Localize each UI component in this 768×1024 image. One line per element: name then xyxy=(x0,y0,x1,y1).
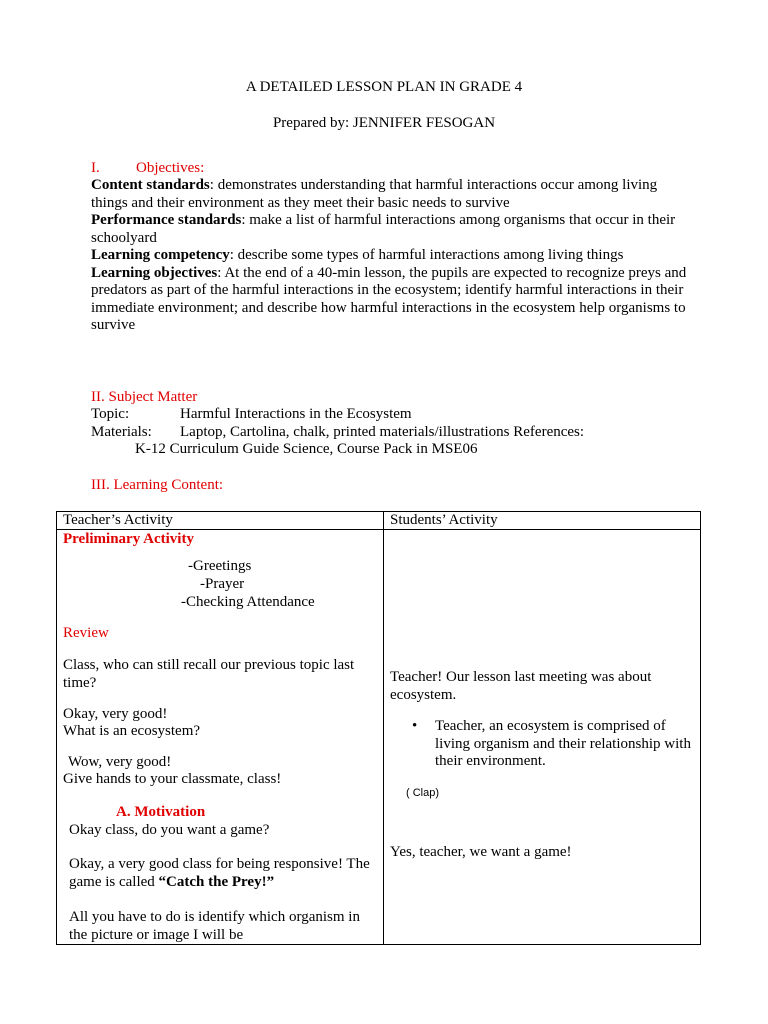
student-ecosystem-answer xyxy=(390,718,695,771)
content-standards-label: Content standards xyxy=(91,177,210,193)
student-bullet-list xyxy=(390,718,695,771)
student-clap: ( Clap) xyxy=(406,787,440,799)
performance-standards xyxy=(91,212,691,247)
teacher-give-hands: Give hands to your classmate, class! xyxy=(63,771,282,787)
teacher-game-rules: All you have to do is identify which organism in the picture or image I will be xyxy=(69,909,360,943)
topic-value: Harmful Interactions in the Ecosystem xyxy=(180,406,412,422)
topic-row xyxy=(91,406,412,424)
preliminary-greetings: -Greetings xyxy=(188,558,252,574)
document-title: A DETAILED LESSON PLAN IN GRADE 4 xyxy=(245,79,523,95)
preliminary-prayer: -Prayer xyxy=(200,576,245,592)
activity-table xyxy=(56,511,701,945)
teacher-very-good: Okay, very good! xyxy=(63,706,168,722)
materials-row xyxy=(91,424,691,442)
teacher-what-is-ecosystem: What is an ecosystem? xyxy=(63,723,201,739)
content-standards xyxy=(91,177,691,212)
header-students-activity: Students’ Activity xyxy=(390,512,498,528)
prepared-by: Prepared by: JENNIFER FESOGAN xyxy=(272,115,496,131)
learning-objectives-label: Learning objectives xyxy=(91,264,218,281)
table-column-divider xyxy=(383,511,384,945)
objectives-title: Objectives: xyxy=(136,160,205,176)
teacher-game-intro xyxy=(69,856,379,891)
review-heading: Review xyxy=(63,625,109,641)
materials-label: Materials: xyxy=(91,424,152,440)
learning-competency-text: : describe some types of harmful interactions among living things xyxy=(229,247,624,263)
student-last-meeting: Teacher! Our lesson last meeting was about ecosystem. xyxy=(390,669,652,703)
objectives-body xyxy=(91,177,691,335)
game-name: “Catch the Prey!” xyxy=(158,873,275,890)
motivation-heading: A. Motivation xyxy=(116,804,206,820)
learning-competency-label: Learning competency xyxy=(91,247,230,263)
objectives-heading xyxy=(91,160,204,178)
objectives-number: I. xyxy=(91,160,100,176)
learning-objectives-text: : At the end of a 40-min lesson, the pupils are expected to recognize preys and predators as part of the harmful interactions in the ecosystem; identify harmful interactions in their immediate environment; and describe how harmful interactions in the ecosystem help organisms to survive xyxy=(91,264,687,333)
learning-competency xyxy=(91,247,691,265)
materials-continuation: K-12 Curriculum Guide Science, Course Pack in MSE06 xyxy=(135,441,478,457)
materials-value: Laptop, Cartolina, chalk, printed materials/illustrations References: xyxy=(180,424,585,440)
student-ecosystem-text: Teacher, an ecosystem is comprised of living organism and their relationship with their environment. xyxy=(435,718,691,769)
learning-content-heading: III. Learning Content: xyxy=(91,477,224,493)
performance-standards-text: : make a list of harmful interactions among organisms that occur in their schoolyard xyxy=(91,212,676,246)
preliminary-heading: Preliminary Activity xyxy=(63,531,194,547)
topic-label: Topic: xyxy=(91,406,130,422)
teacher-game-intro-text: Okay, a very good class for being responsive! The game is called xyxy=(69,856,370,890)
learning-objectives xyxy=(91,265,691,335)
subject-matter-heading: II. Subject Matter xyxy=(91,389,198,405)
preliminary-attendance: -Checking Attendance xyxy=(181,594,315,610)
performance-standards-label: Performance standards xyxy=(91,212,242,228)
bullet-icon: • xyxy=(412,718,418,734)
content-standards-text: : demonstrates understanding that harmful interactions occur among living things and their environment as they meet their basic needs to survive xyxy=(91,177,658,211)
teacher-wow: Wow, very good! xyxy=(68,754,172,770)
header-teacher-activity: Teacher’s Activity xyxy=(63,512,173,528)
teacher-recall-question: Class, who can still recall our previous topic last time? xyxy=(63,657,355,691)
teacher-game-question: Okay class, do you want a game? xyxy=(69,822,270,838)
student-want-game: Yes, teacher, we want a game! xyxy=(390,844,572,860)
